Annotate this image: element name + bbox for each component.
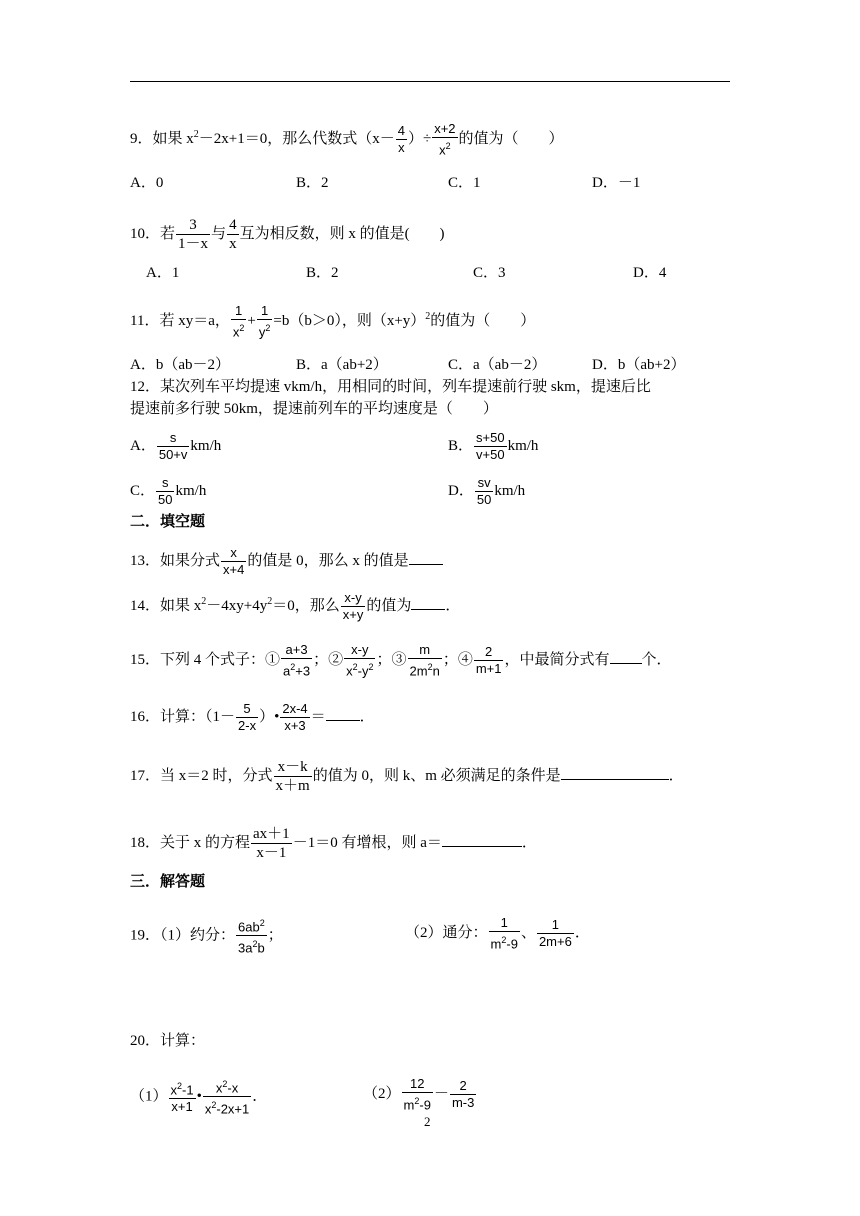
fraction: $\frac{1}{m^2-9}$: [490, 915, 518, 952]
fraction: $\frac{x-y}{x+y}$: [342, 590, 364, 622]
fraction: $\frac{6ab^2}{3a^2b}$: [236, 915, 267, 957]
fraction: $\frac{s+50}{v+50}$: [476, 430, 505, 462]
question-14: 14．如果 $x^2-4xy+4y^2=0$，那么 $\frac{x-y}{x+y}$ 的值为 ．: [130, 590, 461, 622]
fraction: $\frac{4}{x}$: [397, 123, 405, 156]
fraction: $\frac{1}{y^2}$: [258, 303, 271, 340]
question-12-line-1: 12．某次列车平均提速 vkm/h，用相同的时间，列车提速前行驶 skm，提速后比: [130, 379, 651, 395]
fraction: $\frac{5}{2-x}$: [238, 701, 257, 733]
section-heading-fill-in: 二．填空题: [130, 514, 206, 530]
fraction: $\frac{2x-4}{x+3}$: [282, 701, 308, 733]
q9-option-b: B．2: [296, 175, 329, 191]
fraction: $\frac{4}{x}$: [229, 217, 237, 252]
fraction: $\frac{m}{2m^2n}$: [409, 642, 440, 679]
q10-option-d: D．4: [633, 265, 667, 281]
answer-blank: [442, 832, 522, 847]
q11-option-b: B．a（ab+2）: [296, 357, 388, 373]
fraction: $\frac{1}{x^2}$: [232, 303, 245, 340]
question-18: 18．关于 x 的方程 $\frac{ax+1}{x-1}$ －1＝0 有增根，则 a＝ ．: [130, 826, 537, 861]
question-10: 10．若 $\frac{3}{1-x}$ 与 $\frac{4}{x}$ 互为相反数，则 x 的值是( ): [130, 217, 445, 252]
fraction: $\frac{2}{m+1}$: [475, 644, 502, 677]
fraction: $\frac{3}{1-x}$: [178, 217, 209, 252]
q10-option-a: A．1: [146, 265, 180, 281]
question-9: 9．如果 $x^2-2x+1=0$，那么代数式（x－ $\frac{4}{x}$ ）÷ $\frac{x+2}{x^2}$ 的值为（ ）: [130, 121, 564, 158]
question-20-part-2: （2） $\frac{12}{m^2-9}$ － $\frac{2}{m-3}$: [363, 1076, 475, 1113]
q12-option-d: D． $\frac{sv}{50}$ km/h: [448, 475, 526, 507]
answer-blank: [610, 649, 642, 664]
q9-option-a: A．0: [130, 175, 164, 191]
fraction: $\frac{12}{m^2-9}$: [403, 1076, 431, 1113]
q11-option-a: A．b（ab－2）: [130, 357, 230, 373]
question-11: 11．若 xy＝a， $\frac{1}{x^2}$ + $\frac{1}{y^2}$ =b（b＞0），则$(x+y)^2$的值为（ ）: [130, 303, 536, 340]
q12-option-a: A． $\frac{s}{50+v}$ km/h: [130, 430, 222, 462]
question-20-part-1: （1） $\frac{x^2-1}{x+1}$ • $\frac{x^2-x}{x^2-2x+1}$ ．: [130, 1076, 267, 1118]
fraction: $\frac{sv}{50}$: [476, 475, 492, 507]
answer-blank: [409, 550, 443, 565]
question-20-title: 20．计算：: [130, 1033, 206, 1049]
fraction: $\frac{x}{x+4}$: [223, 545, 245, 577]
question-12-line-2: 提速前多行驶 50km，提速前列车的平均速度是（ ）: [130, 401, 498, 417]
q9-option-d: D．－1: [592, 175, 641, 191]
q12-option-b: B． $\frac{s+50}{v+50}$ km/h: [448, 430, 539, 462]
answer-blank: [411, 595, 445, 610]
fraction: $\frac{x+2}{x^2}$: [434, 121, 456, 158]
fraction: $\frac{1}{2m+6}$: [538, 917, 572, 950]
fraction: $\frac{a+3}{a^2+3}$: [283, 642, 311, 679]
fraction: $\frac{x-k}{x+m}$: [275, 759, 310, 794]
fraction: $\frac{x^2-1}{x+1}$: [169, 1078, 196, 1115]
question-16: 16．计算：（1－ $\frac{5}{2-x}$ ）• $\frac{2x-4}{x+3}$ ＝ ．: [130, 701, 375, 733]
q10-option-b: B．2: [306, 265, 339, 281]
page-number: 2: [424, 1114, 431, 1129]
fraction: $\frac{ax+1}{x-1}$: [253, 826, 290, 861]
question-19-part-1: 19．（1）约分： $\frac{6ab^2}{3a^2b}$ ；: [130, 915, 283, 957]
q10-option-c: C．3: [473, 265, 506, 281]
question-17: 17．当 x＝2 时，分式 $\frac{x-k}{x+m}$ 的值为 0，则 k、m 必须满足的条件是 ．: [130, 759, 684, 794]
fraction: $\frac{x-y}{x^2-y^2}$: [346, 642, 374, 679]
fraction: $\frac{s}{50+v}$: [158, 430, 188, 462]
section-heading-solve: 三．解答题: [130, 874, 206, 890]
question-13: 13．如果分式 $\frac{x}{x+4}$ 的值是 0，那么 x 的值是: [130, 545, 443, 578]
q11-option-d: D．b（ab+2）: [592, 357, 686, 373]
answer-blank: [561, 765, 669, 780]
answer-blank: [326, 706, 360, 721]
question-19-part-2: （2）通分： $\frac{1}{m^2-9}$ 、 $\frac{1}{2m+6}$ ．: [405, 915, 590, 952]
header-rule: [130, 81, 730, 82]
q9-option-c: C．1: [448, 175, 481, 191]
fraction: $\frac{x^2-x}{x^2-2x+1}$: [203, 1076, 251, 1118]
q12-option-c: C． $\frac{s}{50}$ km/h: [130, 475, 207, 507]
q11-option-c: C．a（ab－2）: [448, 357, 547, 373]
fraction: $\frac{2}{m-3}$: [451, 1078, 475, 1111]
question-15: 15．下列 4 个式子：① $\frac{a+3}{a^2+3}$ ；② $\frac{x-y}{x^2-y^2}$ ；③ $\frac{m}{2m^2n}$ ；④ $\frac{2}{m+1}$ ，中最简分式有 个．: [130, 642, 672, 679]
fraction: $\frac{s}{50}$: [158, 475, 173, 507]
